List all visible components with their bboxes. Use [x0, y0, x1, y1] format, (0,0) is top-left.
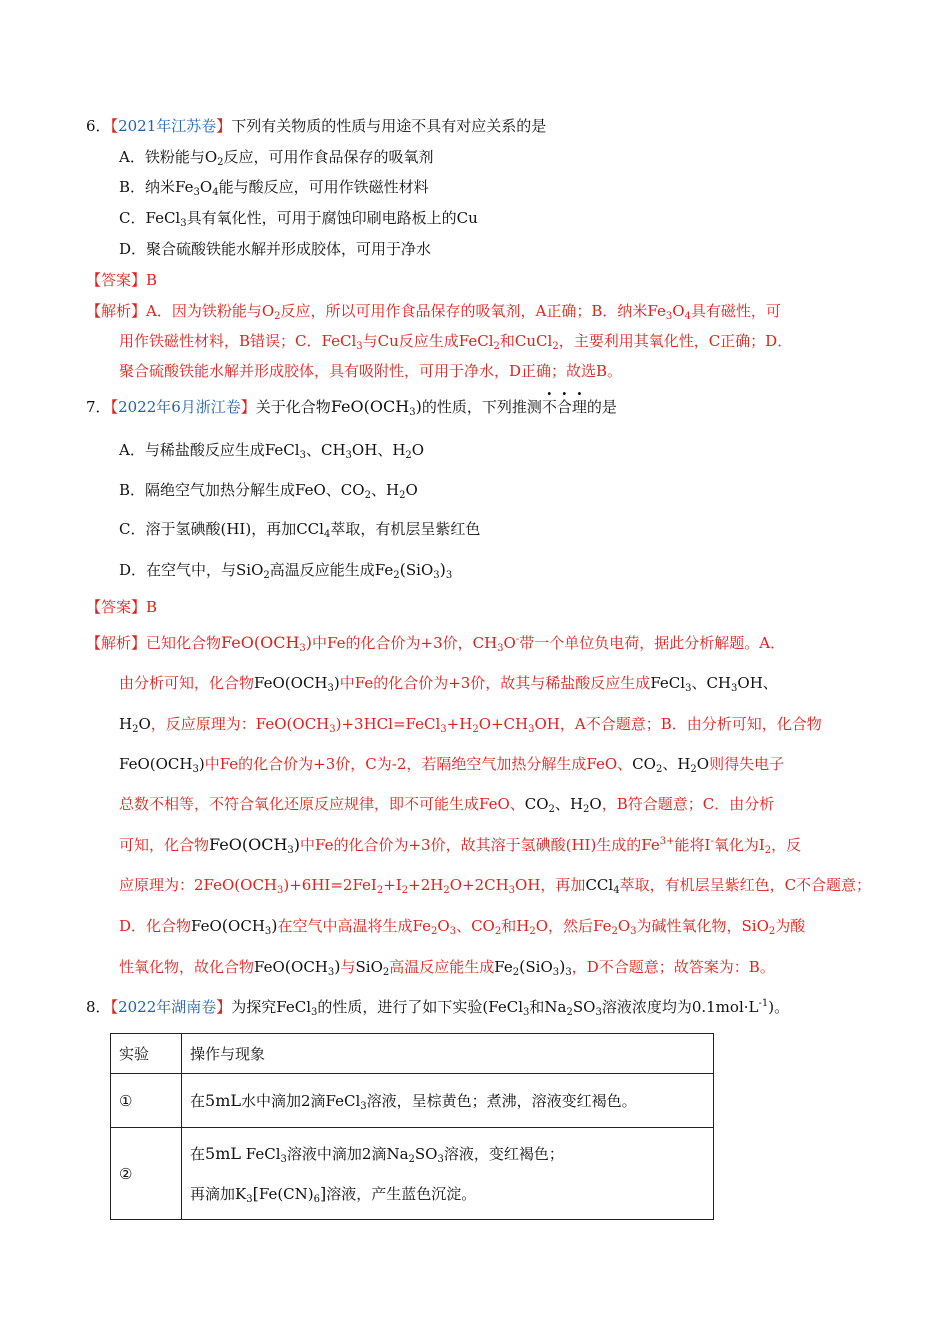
question-6-option-c: C．FeCl$_3$具有氧化性，可用于腐蚀印刷电路板上的Cu — [119, 209, 478, 229]
question-6-source-tag: 2021年江苏卷 — [118, 117, 217, 135]
question-6-explanation-line-1: 【解析】A．因为铁粉能与$O_2$反应，所以可用作食品保存的吸氧剂，A正确；B．纳米$Fe_3O_4$具有磁性，可 — [86, 302, 781, 322]
question-7-explanation-line-1: 【解析】已知化合物$FeO(OCH_3)$中Fe的化合价为+3价，$CH_3O^-$带一个单位负电荷，据此分析解题。A． — [86, 633, 786, 654]
table-cell-procedure: 在5mL水中滴加2滴FeCl$_3$溶液，呈棕黄色；煮沸，溶液变红褐色。 — [182, 1074, 714, 1128]
question-7-source-tag: 2022年6月浙江卷 — [118, 398, 241, 416]
question-7-answer: 【答案】B — [86, 598, 158, 616]
question-8-source-tag: 2022年湖南卷 — [118, 998, 217, 1016]
question-7-explanation-line-2: 由分析可知，化合物$FeO(OCH_3)$中Fe的化合价为+3价，故其与稀盐酸反应生成FeCl$_3$、$CH_3OH$、 — [119, 674, 778, 694]
procedure-step-2: 再滴加$K_3[Fe(CN)_6]$溶液，产生蓝色沉淀。 — [190, 1183, 477, 1205]
question-7-explanation-line-4: $FeO(OCH_3)$中Fe的化合价为+3价，C为-2，若隔绝空气加热分解生成FeO、$CO_2$、$H_2O$则得失电子 — [119, 755, 785, 775]
question-7-explanation-line-7: 应原理为：$2FeO(OCH_3)+6HI=2FeI_2+I_2+2H_2O+2CH_3OH$，再加CCl$_4$萃取，有机层呈紫红色，C不合题意； — [119, 876, 872, 896]
question-6-option-d: D．聚合硫酸铁能水解并形成胶体，可用于净水 — [119, 240, 432, 258]
question-7-option-c: C．溶于氢碘酸(HI)，再加CCl$_4$萃取，有机层呈紫红色 — [119, 520, 481, 540]
question-7-explanation-line-9: 性氧化物，故化合物$FeO(OCH_3)$与SiO$_2$高温反应能生成$Fe_2(SiO_3)_3$，D不合题意；故答案为：B。 — [119, 957, 775, 978]
question-7-option-b: B．隔绝空气加热分解生成FeO、$CO_2$、$H_2O$ — [119, 481, 418, 501]
question-6-stem: 6．【2021年江苏卷】下列有关物质的性质与用途不具有对应关系的是 — [86, 117, 547, 135]
table-cell-experiment-id: ② — [111, 1128, 182, 1220]
question-8-stem: 8．【2022年湖南卷】为探究FeCl$_3$的性质，进行了如下实验(FeCl$_3$和$Na_2SO_3$溶液浓度均为$0.1mol\cdot L^{-1}$)。 — [86, 998, 790, 1018]
table-header-row — [111, 1034, 714, 1074]
question-7-explanation-line-8: D．化合物$FeO(OCH_3)$在空气中高温将生成$Fe_2O_3$、$CO_2$和$H_2O$，然后$Fe_2O_3$为碱性氧化物，SiO$_2$为酸 — [119, 916, 806, 937]
question-6-answer: 【答案】B — [86, 271, 158, 289]
table-cell-procedure — [182, 1128, 714, 1220]
table-header-experiment: 实验 — [111, 1034, 182, 1074]
experiment-table — [110, 1033, 714, 1220]
question-6-option-b: B．纳米$Fe_3O_4$能与酸反应，可用作铁磁性材料 — [119, 178, 429, 198]
table-row — [111, 1074, 714, 1128]
table-cell-experiment-id: ① — [111, 1074, 182, 1128]
question-6-option-a: A．铁粉能与$O_2$反应，可用作食品保存的吸氧剂 — [119, 148, 434, 168]
question-7-stem: 7．【2022年6月浙江卷】关于化合物$FeO(OCH_3)$的性质，下列推测不合理的是 — [86, 397, 617, 418]
table-row — [111, 1128, 714, 1220]
procedure-step-1: 在5mL FeCl$_3$溶液中滴加2滴$Na_2SO_3$溶液，变红褐色； — [190, 1143, 564, 1165]
question-7-option-d: D．在空气中，与SiO$_2$高温反应能生成$Fe_2(SiO_3)_3$ — [119, 560, 453, 581]
question-7-explanation-line-5: 总数不相等，不符合氧化还原反应规律，即不可能生成FeO、$CO_2$、$H_2O$，B符合题意；C．由分析 — [119, 795, 775, 815]
question-6-explanation-line-2: 用作铁磁性材料，B错误；C．FeCl$_3$与Cu反应生成FeCl$_2$和CuCl$_2$，主要利用其氧化性，C正确；D． — [119, 332, 793, 352]
question-6-explanation-line-3: 聚合硫酸铁能水解并形成胶体，具有吸附性，可用于净水，D正确；故选B。 — [119, 362, 623, 380]
question-7-explanation-line-6: 可知，化合物$FeO(OCH_3)$中Fe的化合价为+3价，故其溶于氢碘酸(HI)生成的$Fe^{3+}$能将I-氧化为$I_2$，反 — [119, 835, 802, 856]
question-7-explanation-line-3: $H_2O$，反应原理为：$FeO(OCH_3)+3HCl=FeCl_3+H_2O+CH_3OH$，A不合题意；B．由分析可知，化合物 — [119, 715, 822, 735]
question-7-option-a: A．与稀盐酸反应生成FeCl$_3$、$CH_3OH$、$H_2O$ — [119, 441, 425, 461]
table-header-procedure: 操作与现象 — [182, 1034, 714, 1074]
